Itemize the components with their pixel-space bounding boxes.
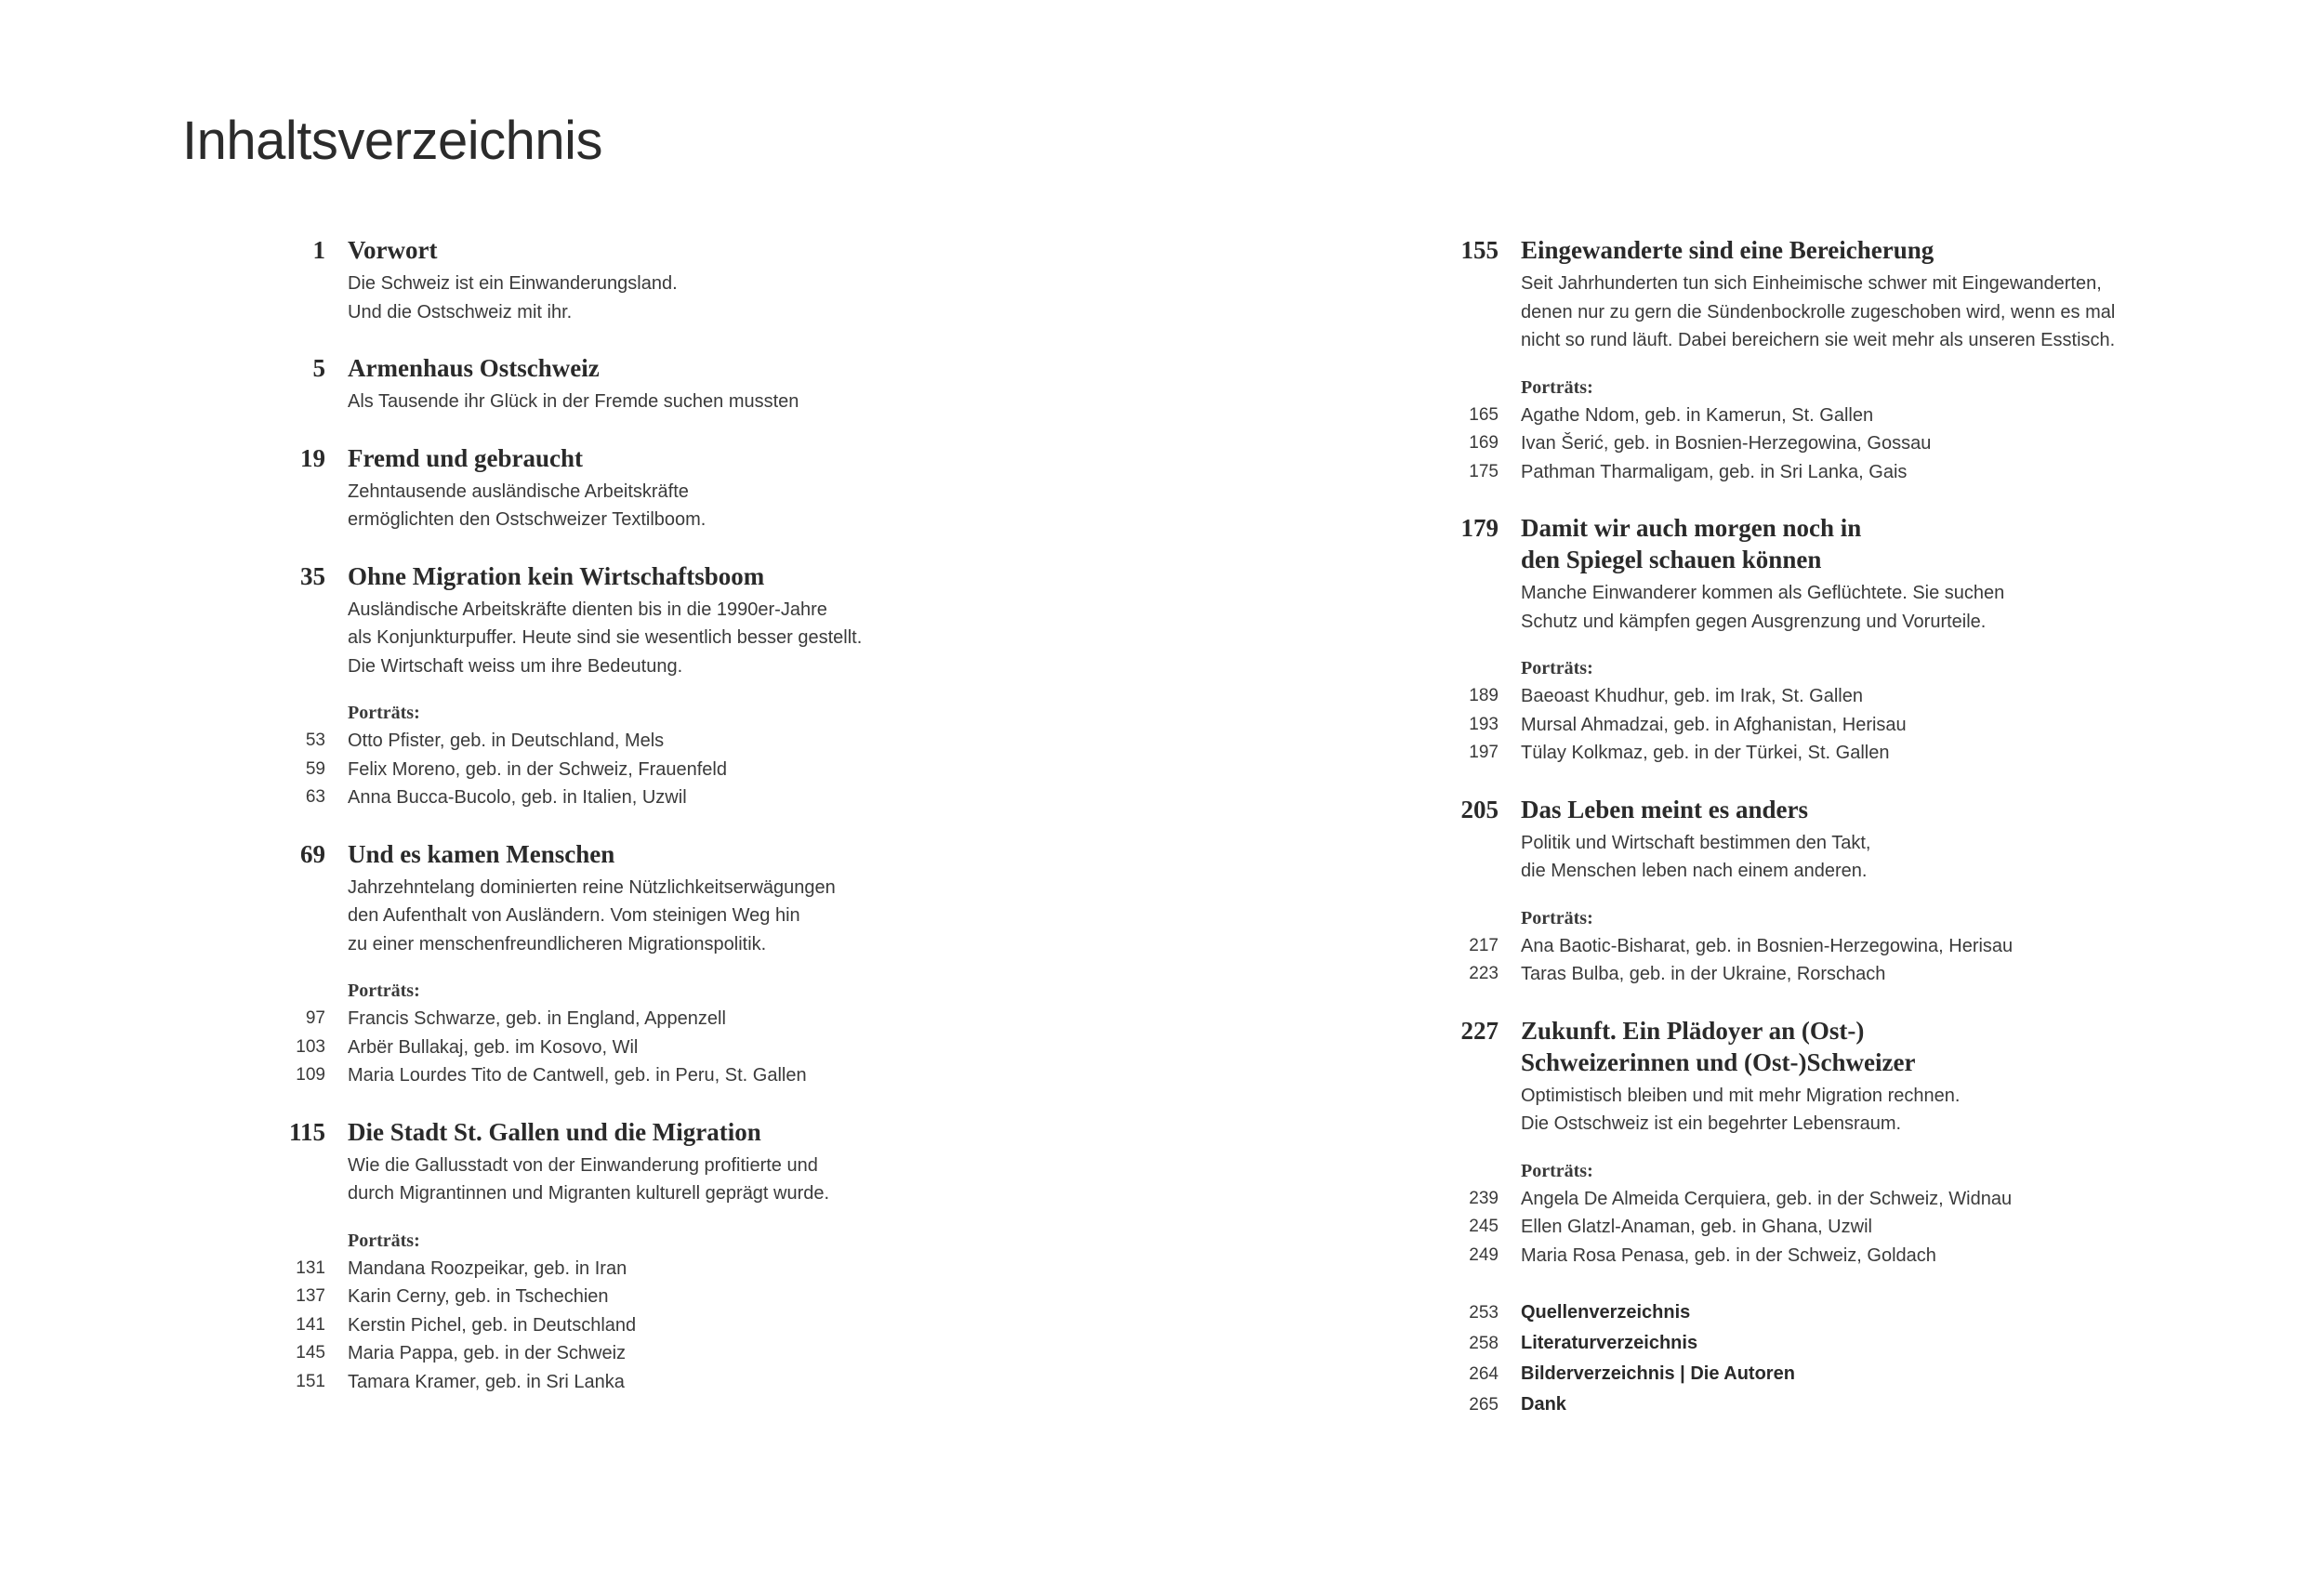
- chapter-description: Wie die Gallusstadt von der Einwanderung profitierte und durch Migrantinnen und Migranten kulturell geprägt wurde.: [348, 1154, 830, 1204]
- appendix-label[interactable]: Literaturverzeichnis: [1521, 1333, 1698, 1353]
- appendix-list: [1443, 1297, 2205, 1420]
- portrait-name[interactable]: Anna Bucca-Bucolo, geb. in Italien, Uzwil: [348, 787, 687, 808]
- chapter-description: Jahrzehntelang dominierten reine Nützlichkeitserwägungen den Aufenthalt von Ausländern. Vom steinigen Weg hin zu einer menschenfreundlicheren Migrationspolitik.: [348, 876, 836, 954]
- toc-chapter[interactable]: [270, 838, 995, 1090]
- portrait-name[interactable]: Mandana Roozpeikar, geb. in Iran: [348, 1257, 627, 1279]
- toc-chapter[interactable]: [270, 352, 995, 416]
- portrait-name[interactable]: Otto Pfister, geb. in Deutschland, Mels: [348, 731, 665, 751]
- portrait-entry[interactable]: [305, 1005, 995, 1033]
- portrait-name[interactable]: Felix Moreno, geb. in der Schweiz, Frauenfeld: [348, 758, 727, 780]
- portrait-name[interactable]: Karin Cerny, geb. in Tschechien: [348, 1286, 609, 1307]
- portrait-name[interactable]: Ana Baotic-Bisharat, geb. in Bosnien-Herzegowina, Herisau: [1521, 935, 2014, 956]
- chapter-title[interactable]: Und es kamen Menschen: [348, 839, 615, 868]
- chapter-title[interactable]: Fremd und gebraucht: [348, 443, 584, 472]
- toc-right-column: [1443, 234, 2205, 1420]
- portrait-page-number: 97: [305, 1008, 325, 1028]
- chapter-heading[interactable]: [300, 838, 995, 870]
- chapter-heading[interactable]: [300, 560, 995, 592]
- toc-chapter[interactable]: [1443, 1015, 2205, 1270]
- portrait-page-number: 59: [305, 758, 325, 779]
- toc-chapter[interactable]: [270, 234, 995, 326]
- portrait-entry[interactable]: [296, 1061, 995, 1090]
- chapter-heading[interactable]: [288, 1116, 995, 1148]
- portraits-label: Porträts:: [1521, 907, 1593, 928]
- toc-chapter[interactable]: [270, 442, 995, 534]
- chapter-description: Zehntausende ausländische Arbeitskräfte ermöglichten den Ostschweizer Textilboom.: [348, 481, 706, 530]
- portrait-page-number: 189: [1469, 686, 1499, 705]
- portrait-page-number: 165: [1469, 404, 1499, 425]
- portraits-list: [305, 699, 995, 812]
- portrait-entry[interactable]: [296, 1368, 995, 1397]
- appendix-label[interactable]: Quellenverzeichnis: [1521, 1302, 1691, 1323]
- chapter-title[interactable]: Ohne Migration kein Wirtschaftsboom: [348, 561, 765, 590]
- portrait-entry[interactable]: [1469, 1185, 2205, 1214]
- portrait-entry[interactable]: [305, 756, 995, 784]
- portraits-label: Porträts:: [1521, 658, 1593, 678]
- portrait-page-number: 141: [296, 1314, 325, 1335]
- appendix-page-number: 264: [1469, 1364, 1499, 1384]
- chapter-title[interactable]: Damit wir auch morgen noch in den Spiegel schauen können: [1521, 514, 1862, 573]
- chapter-description: Optimistisch bleiben und mit mehr Migration rechnen. Die Ostschweiz ist ein begehrter Lebensraum.: [1521, 1085, 1961, 1134]
- chapter-heading[interactable]: [1460, 234, 2205, 266]
- portraits-label: Porträts:: [1521, 1160, 1593, 1181]
- portrait-page-number: 175: [1469, 461, 1499, 481]
- portraits-list: [296, 977, 995, 1090]
- portrait-page-number: 53: [305, 731, 325, 750]
- toc-left-column: [270, 234, 995, 1422]
- chapter-page-number: 205: [1460, 795, 1499, 823]
- chapter-page-number: 115: [288, 1117, 325, 1146]
- chapter-description: Politik und Wirtschaft bestimmen den Takt, die Menschen leben nach einem anderen.: [1521, 832, 1871, 881]
- portrait-name[interactable]: Maria Lourdes Tito de Cantwell, geb. in Peru, St. Gallen: [348, 1065, 807, 1086]
- chapter-heading[interactable]: [1460, 512, 2205, 575]
- portrait-entry[interactable]: [296, 1311, 995, 1340]
- portrait-entry[interactable]: [1469, 932, 2205, 961]
- portraits-list: [1469, 904, 2205, 989]
- portrait-page-number: 169: [1469, 433, 1499, 453]
- portrait-entry[interactable]: [1469, 960, 2205, 989]
- portrait-name[interactable]: Mursal Ahmadzai, geb. in Afghanistan, Herisau: [1521, 714, 1907, 735]
- chapter-description: Die Schweiz ist ein Einwanderungsland. Und die Ostschweiz mit ihr.: [348, 273, 678, 323]
- portrait-entry[interactable]: [305, 783, 995, 812]
- chapter-heading[interactable]: [300, 442, 995, 474]
- page-title: Inhaltsverzeichnis: [182, 111, 602, 171]
- chapter-page-number: 69: [300, 839, 325, 868]
- chapter-page-number: 155: [1460, 236, 1499, 264]
- chapter-page-number: 35: [300, 561, 325, 590]
- portrait-entry[interactable]: [296, 1033, 995, 1062]
- toc-chapter[interactable]: [1443, 234, 2205, 486]
- chapter-title[interactable]: Zukunft. Ein Plädoyer an (Ost-) Schweizerinnen und (Ost-)Schweizer: [1521, 1016, 1916, 1076]
- portrait-entry[interactable]: [1469, 1213, 2205, 1242]
- appendix-entry[interactable]: [1469, 1389, 2205, 1420]
- appendix-page-number: 253: [1469, 1303, 1499, 1323]
- portraits-list: [1469, 1157, 2205, 1270]
- chapter-description: Manche Einwanderer kommen als Geflüchtete. Sie suchen Schutz und kämpfen gegen Ausgrenzung und Vorurteile.: [1521, 583, 2005, 632]
- toc-chapter[interactable]: [1443, 794, 2205, 989]
- portrait-name[interactable]: Baeoast Khudhur, geb. im Irak, St. Gallen: [1521, 686, 1863, 706]
- portrait-entry[interactable]: [305, 727, 995, 756]
- portrait-page-number: 151: [296, 1371, 325, 1391]
- portrait-name[interactable]: Maria Pappa, geb. in der Schweiz: [348, 1343, 627, 1363]
- portrait-page-number: 245: [1469, 1217, 1499, 1236]
- portrait-page-number: 63: [305, 787, 325, 807]
- portrait-entry[interactable]: [296, 1339, 995, 1368]
- portrait-name[interactable]: Kerstin Pichel, geb. in Deutschland: [348, 1314, 637, 1336]
- portrait-page-number: 217: [1469, 935, 1499, 955]
- portrait-page-number: 193: [1469, 714, 1499, 734]
- portrait-page-number: 239: [1469, 1188, 1499, 1208]
- portrait-name[interactable]: Tülay Kolkmaz, geb. in der Türkei, St. Gallen: [1521, 743, 1890, 763]
- chapter-title[interactable]: Die Stadt St. Gallen und die Migration: [348, 1117, 761, 1146]
- portrait-entry[interactable]: [1469, 711, 2205, 740]
- portraits-list: [296, 1227, 995, 1397]
- portraits-list: [1469, 654, 2205, 768]
- portraits-label: Porträts:: [348, 981, 420, 1001]
- appendix-page-number: 265: [1469, 1395, 1499, 1415]
- chapter-page-number: 179: [1460, 514, 1499, 542]
- portrait-name[interactable]: Maria Rosa Penasa, geb. in der Schweiz, Goldach: [1521, 1244, 1936, 1266]
- portrait-entry[interactable]: [296, 1255, 995, 1284]
- chapter-description: Als Tausende ihr Glück in der Fremde suchen mussten: [348, 391, 799, 412]
- chapter-heading[interactable]: [312, 352, 995, 384]
- chapter-description: Seit Jahrhunderten tun sich Einheimische schwer mit Eingewanderten, denen nur zu gern die Sündenbockrolle zugeschoben wird, wenn es mal nicht so rund läuft. Dabei bereichern sie weit mehr als unseren Esstisch.: [1521, 273, 2116, 350]
- chapter-description: Ausländische Arbeitskräfte dienten bis in die 1990er-Jahre als Konjunkturpuffer. Heute sind sie wesentlich besser gestellt. Die Wirtschaft weiss um ihre Bedeutung.: [348, 599, 863, 677]
- portrait-name[interactable]: Tamara Kramer, geb. in Sri Lanka: [348, 1371, 625, 1392]
- chapter-page-number: 227: [1460, 1016, 1499, 1045]
- portrait-name[interactable]: Ellen Glatzl-Anaman, geb. in Ghana, Uzwil: [1521, 1217, 1872, 1237]
- portrait-entry[interactable]: [1469, 1242, 2205, 1270]
- portrait-page-number: 145: [296, 1343, 325, 1363]
- chapter-heading[interactable]: [1460, 1015, 2205, 1078]
- chapter-title[interactable]: Vorwort: [348, 236, 438, 264]
- appendix-label[interactable]: Dank: [1521, 1394, 1566, 1415]
- portrait-name[interactable]: Angela De Almeida Cerquiera, geb. in der Schweiz, Widnau: [1521, 1188, 2013, 1209]
- portrait-page-number: 223: [1469, 964, 1499, 983]
- appendix-entry[interactable]: [1469, 1328, 2205, 1359]
- chapter-page-number: 5: [312, 354, 325, 382]
- appendix-entry[interactable]: [1469, 1297, 2205, 1328]
- portrait-entry[interactable]: [296, 1283, 995, 1311]
- portrait-name[interactable]: Arbër Bullakaj, geb. im Kosovo, Wil: [348, 1036, 639, 1058]
- portraits-label: Porträts:: [348, 1230, 420, 1251]
- chapter-page-number: 19: [300, 443, 325, 472]
- chapter-title[interactable]: Das Leben meint es anders: [1521, 795, 1808, 823]
- appendix-page-number: 258: [1469, 1334, 1499, 1353]
- portrait-page-number: 137: [296, 1286, 325, 1306]
- chapter-title[interactable]: Eingewanderte sind eine Bereicherung: [1521, 236, 1934, 264]
- portrait-name[interactable]: Francis Schwarze, geb. in England, Appenzell: [348, 1008, 726, 1029]
- chapter-heading[interactable]: [312, 234, 995, 266]
- appendix-label[interactable]: Bilderverzeichnis | Die Autoren: [1521, 1363, 1795, 1384]
- portrait-entry[interactable]: [1469, 682, 2205, 711]
- portrait-page-number: 109: [296, 1065, 325, 1085]
- portraits-label: Porträts:: [1521, 376, 1593, 398]
- portrait-entry[interactable]: [1469, 402, 2205, 430]
- chapter-heading[interactable]: [1460, 794, 2205, 825]
- portraits-label: Porträts:: [348, 703, 420, 723]
- portrait-page-number: 197: [1469, 743, 1499, 762]
- portrait-page-number: 249: [1469, 1244, 1499, 1265]
- portrait-entry[interactable]: [1469, 739, 2205, 768]
- portrait-page-number: 103: [296, 1036, 325, 1057]
- portrait-entry[interactable]: [1469, 429, 2205, 458]
- toc-chapter[interactable]: [1443, 512, 2205, 768]
- portrait-name[interactable]: Agathe Ndom, geb. in Kamerun, St. Gallen: [1521, 404, 1874, 426]
- portraits-list: [1469, 374, 2205, 487]
- portrait-page-number: 131: [296, 1257, 325, 1278]
- chapter-page-number: 1: [312, 236, 325, 264]
- portrait-name[interactable]: Ivan Šerić, geb. in Bosnien-Herzegowina, Gossau: [1521, 433, 1932, 454]
- toc-chapter[interactable]: [270, 1116, 995, 1397]
- portrait-name[interactable]: Pathman Tharmaligam, geb. in Sri Lanka, Gais: [1521, 461, 1908, 482]
- portrait-entry[interactable]: [1469, 458, 2205, 487]
- appendix-entry[interactable]: [1469, 1359, 2205, 1389]
- portrait-name[interactable]: Taras Bulba, geb. in der Ukraine, Rorschach: [1521, 964, 1886, 984]
- chapter-title[interactable]: Armenhaus Ostschweiz: [348, 354, 600, 382]
- toc-chapter[interactable]: [270, 560, 995, 812]
